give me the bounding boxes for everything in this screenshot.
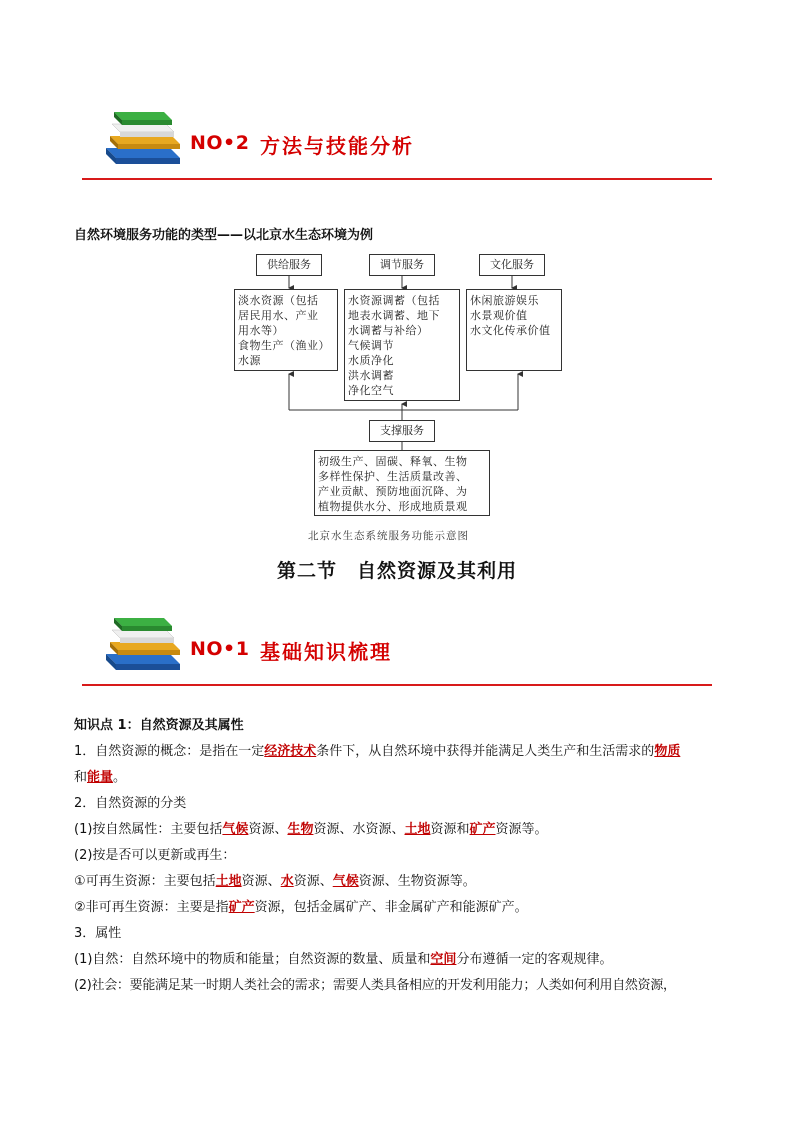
answer-blank: 气候 [222,822,249,837]
answer-blank: 气候 [332,874,359,889]
banner-code: NO•2 [190,132,250,154]
answer-blank: 能量 [87,770,114,785]
regulate-service-box: 水资源调蓄（包括 地表水调蓄、地下 水调蓄与补给） 气候调节 水质净化 洪水调蓄 净化空气 [344,289,460,401]
diagram-heading: 自然环境服务功能的类型——以北京水生态环境为例 [74,228,374,243]
answer-blank: 水 [280,874,294,889]
banner-title: 方法与技能分析 [260,134,414,158]
classification-heading: 2．自然资源的分类 [74,796,187,811]
culture-service-box: 休闲旅游娱乐 水景观价值 水文化传承价值 [466,289,562,371]
nonrenewable-line: ②非可再生资源：主要是指矿产资源，包括金属矿产、非金属矿产和能源矿产。 [74,900,528,915]
culture-service-head: 文化服务 [479,254,545,276]
attribute-heading: 3．属性 [74,926,122,941]
books-icon [100,106,184,166]
answer-blank: 经济技术 [264,744,317,759]
answer-blank: 土地 [215,874,242,889]
supply-service-box: 淡水资源（包括 居民用水、产业 用水等） 食物生产（渔业） 水源 [234,289,338,371]
diagram-caption: 北京水生态系统服务功能示意图 [308,530,469,542]
answer-blank: 生物 [287,822,314,837]
knowledge-point-heading: 知识点 1：自然资源及其属性 [74,718,244,733]
support-service-head: 支撑服务 [369,420,435,442]
section-banner-methods [100,106,712,186]
concept-line-2: 和能量。 [74,770,127,785]
answer-blank: 物质 [654,744,681,759]
section-title: 第二节 自然资源及其利用 [276,560,517,582]
answer-blank: 土地 [404,822,431,837]
support-service-box: 初级生产、固碳、释氧、生物 多样性保护、生活质量改善、 产业贡献、预防地面沉降、为 植物提供水分、形成地质景观 [314,450,490,516]
renewable-heading: (2)按是否可以更新或再生： [74,848,236,863]
concept-line-1: 1．自然资源的概念：是指在一定经济技术条件下，从自然环境中获得并能满足人类生产和生活需求的物质 [74,744,681,759]
knowledge-content [74,713,734,999]
natural-attribute-line: (1)按自然属性：主要包括气候资源、生物资源、水资源、土地资源和矿产资源等。 [74,822,548,837]
banner-title: 基础知识梳理 [260,640,392,664]
answer-blank: 空间 [430,952,457,967]
answer-blank: 矿产 [228,900,255,915]
ecosystem-services-diagram [230,252,564,542]
answer-blank: 矿产 [469,822,496,837]
section-banner-basics [100,612,712,692]
banner-code: NO•1 [190,638,250,660]
banner-rule [82,684,712,686]
renewable-line: ①可再生资源：主要包括土地资源、水资源、气候资源、生物资源等。 [74,874,476,889]
social-property-line: (2)社会：要能满足某一时期人类社会的需求；需要人类具备相应的开发利用能力；人类如何利用自然资源， [74,978,676,993]
natural-property-line: (1)自然：自然环境中的物质和能量；自然资源的数量、质量和空间分布遵循一定的客观规律。 [74,952,613,967]
banner-rule [82,178,712,180]
supply-service-head: 供给服务 [256,254,322,276]
books-icon [100,612,184,672]
regulate-service-head: 调节服务 [369,254,435,276]
